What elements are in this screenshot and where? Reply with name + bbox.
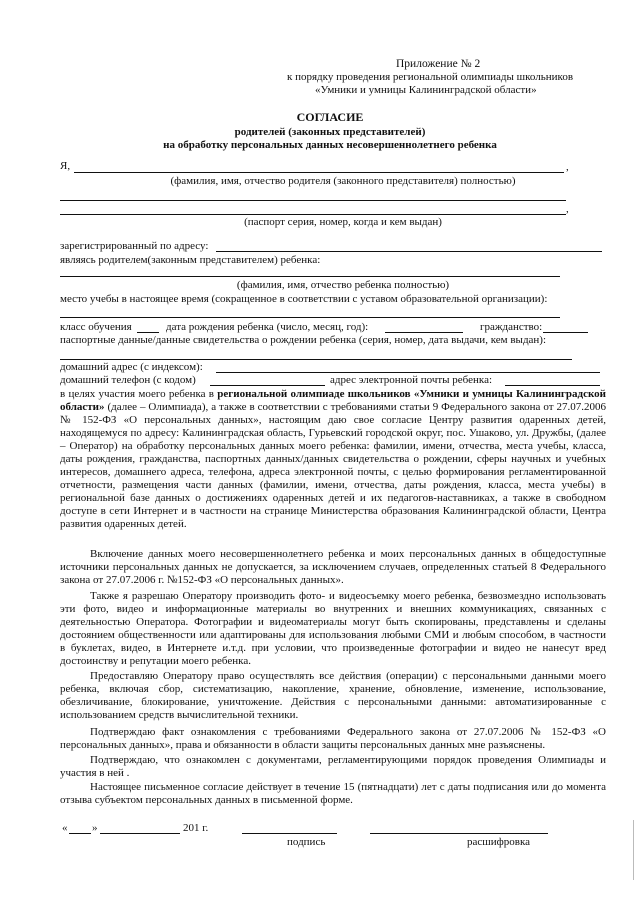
date-close-quote: » [92,822,98,834]
parent-fio-caption: (фамилия, имя, отчество родителя (законного представителя) полностью) [170,175,516,187]
consent-paragraph-2 [60,548,606,587]
passport-caption: (паспорт серия, номер, когда и кем выдан) [244,216,442,228]
consent-paragraph-3 [60,590,606,668]
signature-line[interactable] [242,833,337,834]
being-parent-label: являясь родителем(законным представителем) ребенка: [60,254,321,266]
child-fio-line[interactable] [60,276,560,277]
consent-paragraph-6 [60,754,606,780]
document-subtitle-2: на обработку персональных данных несовершеннолетнего ребенка [163,139,497,151]
birthdate-label: дата рождения ребенка (число, месяц, год): [166,321,369,333]
date-month-line[interactable] [100,833,180,834]
home-address-line[interactable] [216,372,600,373]
consent-paragraph-5 [60,726,606,752]
consent-paragraph-4 [60,670,606,722]
passport-data-line[interactable] [60,359,572,360]
header-line-2: «Умники и умницы Калининградской области» [315,84,537,96]
ya-label: Я, [60,160,71,172]
comma-1: , [566,161,569,173]
document-title: СОГЛАСИЕ [296,110,364,124]
header-line-1: к порядку проведения региональной олимпиады школьников [287,71,574,83]
grade-label: класс обучения [60,321,132,333]
date-day-line[interactable] [69,833,91,834]
date-open-quote: « [62,822,68,834]
birthdate-line[interactable] [385,332,463,333]
document-subtitle-1: родителей (законных представителей) [234,126,426,138]
home-phone-line[interactable] [210,385,325,386]
p3-text: Также я разрешаю Оператору производить фото- и видеосъемку моего ребенка, безвозмездно использовать эти фото, видео и информационные материалы во внутренних и внешних коммуникациях, связанных с деятельностью Оператора. Фотографии и видеоматериалы могут быть скопированы, представлены и сделаны достоянием общественности или адаптированы для использования любыми СМИ и любым способом, в частности в буклетах, видео, в Интернете и.т.д. при условии, что произведенные фотографии и видео не нанесут вред достоинству и репутации моего ребенка. [60,590,606,667]
date-year: 201 г. [183,822,209,834]
home-address-label: домашний адрес (с индексом): [60,361,203,373]
decode-line[interactable] [370,833,548,834]
home-phone-label: домашний телефон (с кодом) [60,374,196,386]
parent-fio-line[interactable] [74,172,564,173]
citizenship-label: гражданство: [480,321,543,333]
passport-data-label: паспортные данные/данные свидетельства о рождении ребенка (серия, номер, дата выдачи, кем выдан): [60,334,547,346]
p6-text: Подтверждаю, что ознакомлен с документами, регламентирующими порядок проведения Олимпиады и участия в ней . [60,754,606,779]
grade-line[interactable] [137,332,159,333]
child-fio-caption: (фамилия, имя, отчество ребенка полностью) [236,279,450,291]
p5-text: Подтверждаю факт ознакомления с требованиями Федерального закона от 27.07.2006 № 152-ФЗ «О персональных данных», права и обязанности в области защиты персональных данных мне разъяснены. [60,726,606,751]
citizenship-line[interactable] [543,332,588,333]
registered-label: зарегистрированный по адресу: [60,240,209,252]
email-label: адрес электронной почты ребенка: [330,374,493,386]
passport-line-1[interactable] [60,200,566,201]
p7-text: Настоящее письменное согласие действует в течение 15 (пятнадцати) лет с даты подписания или до момента отзыва субъектом персональных данных в письменной форме. [60,781,606,806]
appendix-label: Приложение № 2 [396,58,481,70]
passport-line-2[interactable] [60,214,566,215]
decode-caption: расшифровка [467,836,531,848]
consent-paragraph-1 [60,388,606,531]
p4-text: Предоставляю Оператору право осуществлять все действия (операции) с персональными данными моего ребенка, включая сбор, систематизацию, накопление, хранение, обновление, изменение, использование, обезличивание, блокирование, уничтожение. Действия с персональными данными: автоматизированные с использованием средств вычислительной техники. [60,670,606,721]
scan-edge-mark [633,820,634,880]
p2-text: Включение данных моего несовершеннолетнего ребенка и моих персональных данных в общедоступные источники персональных данных не допускается, за исключением случаев, определенных статьей 8 Федерального закона от 27.07.2006 г. №152-ФЗ «О персональных данных». [60,548,606,586]
signature-caption: подпись [287,836,326,848]
p1-rest: (далее – Олимпиада), а также в соответствии с требованиями статьи 9 Федерального закона от 27.07.2006 № 152-ФЗ «О персональных данных», настоящим даю свое согласие Центру развития одаренных детей, находящемуся по адресу: Калининградская область, Гурьевский городской округ, пос. Ушаково, ул. Дружбы, (далее – Оператор) на обработку персональных данных моего ребенка: фамилии, имени, отчества, места учебы, класса, даты рождения, гражданства, паспортных данных/данных свидетельства о рождении, сферы научных и учебных интересов, домашнего адреса, телефона, адреса электронной почты, с целью формирования регламентированной отчетности, размещения части данных (фамилии, имени, отчества, даты рождения, класса, места учебы) в региональной базе данных о достижениях одаренных детей и их педагогов-наставниках, а также в свободном доступе в сети Интернет и в частности на странице Министерства образования Калининградской области, Центра развития одаренных детей. [60,401,606,530]
comma-2: , [566,203,569,215]
consent-paragraph-7 [60,781,606,807]
study-place-line[interactable] [60,317,560,318]
p1-start: в целях участия моего ребенка в [60,388,218,400]
olympiad-name: региональной олимпиаде школьников «Умники и умницы Калининградской области» [60,388,606,413]
registered-address-line[interactable] [216,251,602,252]
study-place-label: место учебы в настоящее время (сокращенное в соответствии с уставом образовательной организации): [60,293,548,305]
email-line[interactable] [505,385,600,386]
